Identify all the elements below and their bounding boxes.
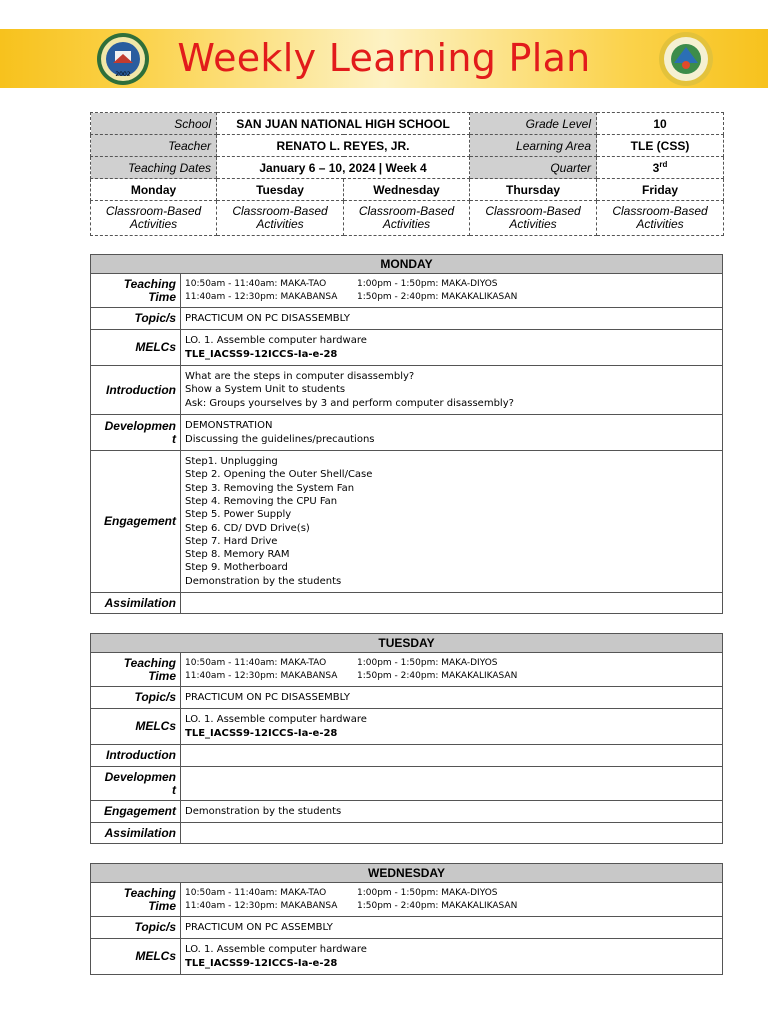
teaching-dates-label: Teaching Dates (91, 157, 217, 179)
svg-text:2002: 2002 (115, 71, 131, 78)
engagement-label: Engagement (91, 451, 181, 593)
teaching-time-value: 10:50am - 11:40am: MAKA-TAO 1:00pm - 1:50pm: MAKA-DIYOS 11:40am - 12:30pm: MAKABANSA 1:50pm - 2:40pm: MAKAKALIKASAN (181, 883, 723, 917)
teacher-value: RENATO L. REYES, JR. (217, 135, 470, 157)
development-value (181, 767, 723, 801)
teaching-time-label: Teaching Time (91, 653, 181, 687)
wednesday-plan-table (90, 863, 723, 975)
school-seal-logo (652, 31, 720, 87)
grade-level-value: 10 (597, 113, 724, 135)
melcs-label: MELCs (91, 709, 181, 745)
teaching-time-value: 10:50am - 11:40am: MAKA-TAO 1:00pm - 1:50pm: MAKA-DIYOS 11:40am - 12:30pm: MAKABANSA 1:50pm - 2:40pm: MAKAKALIKASAN (181, 274, 723, 308)
engagement-value: Step1. Unplugging Step 2. Opening the Outer Shell/Case Step 3. Removing the System Fan Step 4. Removing the CPU Fan Step 5. Power Supply Step 6. CD/ DVD Drive(s) Step 7. Hard Drive Step 8. Memory RAM Step 9. Motherboard Demonstration by the students (181, 451, 723, 593)
activity-tuesday: Classroom-Based Activities (217, 201, 344, 236)
page-title: Weekly Learning Plan (177, 36, 591, 80)
quarter-label: Quarter (470, 157, 597, 179)
topic-value: PRACTICUM ON PC DISASSEMBLY (181, 308, 723, 330)
activity-thursday: Classroom-Based Activities (470, 201, 597, 236)
melcs-value: LO. 1. Assemble computer hardware TLE_IACSS9-12ICCS-Ia-e-28 (181, 330, 723, 366)
activity-friday: Classroom-Based Activities (597, 201, 724, 236)
quarter-suffix: rd (659, 159, 668, 169)
development-label: Developmen t (91, 415, 181, 451)
melcs-label: MELCs (91, 330, 181, 366)
monday-plan-table (90, 254, 723, 614)
introduction-label: Introduction (91, 366, 181, 415)
development-value: DEMONSTRATION Discussing the guidelines/precautions (181, 415, 723, 451)
learning-area-value: TLE (CSS) (597, 135, 724, 157)
introduction-value (181, 745, 723, 767)
assimilation-label: Assimilation (91, 823, 181, 844)
day-header-monday: Monday (91, 179, 217, 201)
day-header-tuesday: Tuesday (217, 179, 344, 201)
activity-monday: Classroom-Based Activities (91, 201, 217, 236)
assimilation-value (181, 593, 723, 614)
assimilation-label: Assimilation (91, 593, 181, 614)
teaching-time-label: Teaching Time (91, 883, 181, 917)
topic-value: PRACTICUM ON PC DISASSEMBLY (181, 687, 723, 709)
banner (0, 29, 768, 88)
melcs-value: LO. 1. Assemble computer hardware TLE_IACSS9-12ICCS-Ia-e-28 (181, 939, 723, 975)
day-header-friday: Friday (597, 179, 724, 201)
topic-label: Topic/s (91, 308, 181, 330)
introduction-value: What are the steps in computer disassembly? Show a System Unit to students Ask: Groups yourselves by 3 and perform computer disassembly? (181, 366, 723, 415)
teaching-time-value: 10:50am - 11:40am: MAKA-TAO 1:00pm - 1:50pm: MAKA-DIYOS 11:40am - 12:30pm: MAKABANSA 1:50pm - 2:40pm: MAKAKALIKASAN (181, 653, 723, 687)
engagement-value: Demonstration by the students (181, 801, 723, 823)
quarter-number: 3 (652, 160, 660, 175)
teaching-dates-value: January 6 – 10, 2024 | Week 4 (217, 157, 470, 179)
development-label: Developmen t (91, 767, 181, 801)
topic-label: Topic/s (91, 687, 181, 709)
school-label: School (91, 113, 217, 135)
topic-value: PRACTICUM ON PC ASSEMBLY (181, 917, 723, 939)
school-value: SAN JUAN NATIONAL HIGH SCHOOL (217, 113, 470, 135)
wednesday-heading: WEDNESDAY (91, 864, 723, 883)
melcs-label: MELCs (91, 939, 181, 975)
grade-level-label: Grade Level (470, 113, 597, 135)
engagement-label: Engagement (91, 801, 181, 823)
quarter-value (597, 157, 724, 179)
assimilation-value (181, 823, 723, 844)
day-header-wednesday: Wednesday (344, 179, 470, 201)
teacher-label: Teacher (91, 135, 217, 157)
introduction-label: Introduction (91, 745, 181, 767)
day-header-thursday: Thursday (470, 179, 597, 201)
teaching-time-label: Teaching Time (91, 274, 181, 308)
tuesday-heading: TUESDAY (91, 634, 723, 653)
melcs-value: LO. 1. Assemble computer hardware TLE_IACSS9-12ICCS-Ia-e-28 (181, 709, 723, 745)
tuesday-plan-table (90, 633, 723, 844)
learning-area-label: Learning Area (470, 135, 597, 157)
activity-wednesday: Classroom-Based Activities (344, 201, 470, 236)
topic-label: Topic/s (91, 917, 181, 939)
header-info-table (90, 112, 724, 236)
monday-heading: MONDAY (91, 255, 723, 274)
